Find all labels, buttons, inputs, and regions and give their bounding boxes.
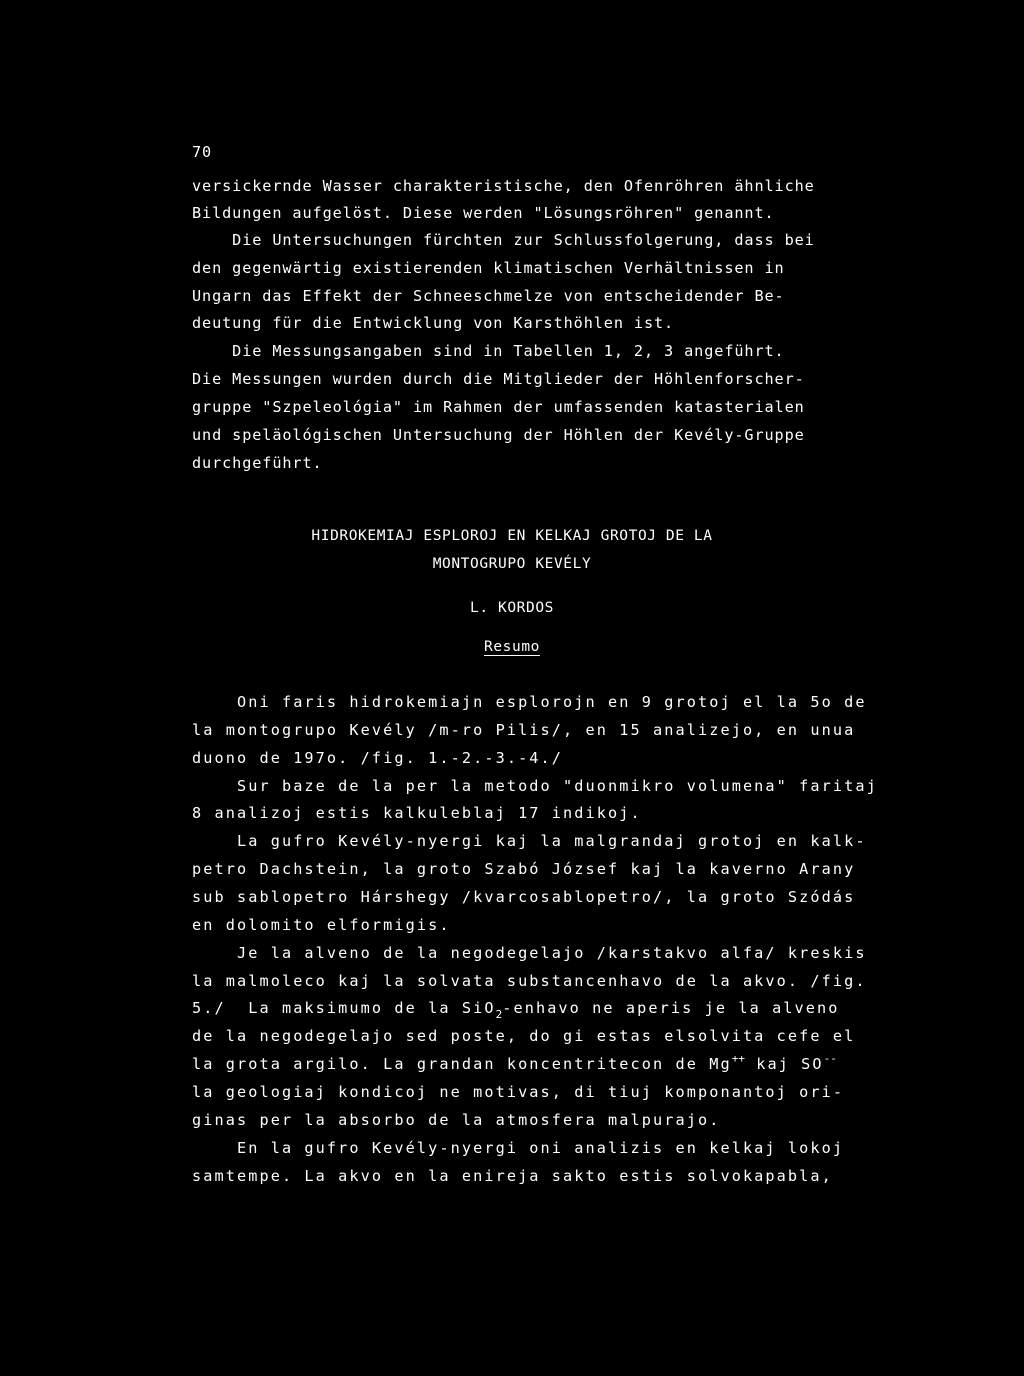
resumo-heading: Resumo [484, 639, 540, 655]
so-superscript: -- [823, 1052, 837, 1065]
abstract-line-sio2 [192, 998, 840, 1021]
german-line-6: deutung für die Entwicklung von Karsthöhlen ist. [192, 314, 675, 332]
german-line-2: Bildungen aufgelöst. Diese werden "Lösungsröhren" genannt. [192, 204, 775, 222]
abstract-line-18: samtempe. La akvo en la enireja sakto estis solvokapabla, [192, 1167, 833, 1185]
german-line-1: versickernde Wasser charakteristische, den Ofenröhren ähnliche [192, 177, 815, 195]
german-line-8: Die Messungen wurden durch die Mitglieder der Höhlenforscher- [192, 370, 805, 388]
german-line-11: durchgeführt. [192, 454, 323, 472]
abstract-line-8: sub sablopetro Hárshegy /kvarcosablopetro/, la groto Szódás [192, 888, 856, 906]
page-number: 70 [192, 143, 213, 161]
sio2-line-before: 5./ La maksimumo de la SiO [192, 999, 496, 1017]
german-line-3: Die Untersuchungen fürchten zur Schlussfolgerung, dass bei [192, 231, 815, 249]
german-line-4: den gegenwärtig existierenden klimatischen Verhältnissen in [192, 259, 785, 277]
abstract-line-9: en dolomito elformigis. [192, 916, 451, 934]
abstract-line-mg [192, 1054, 837, 1074]
sio2-subscript: 2 [495, 1008, 503, 1021]
mg-line-middle: kaj SO [744, 1055, 824, 1073]
german-line-9: gruppe "Szpeleológia" im Rahmen der umfassenden katasterialen [192, 398, 805, 416]
mg-line-before: la grota argilo. La grandan koncentritecon de Mg [192, 1055, 732, 1073]
abstract-line-1: Oni faris hidrokemiajn esplorojn en 9 grotoj el la 5o de [192, 693, 867, 711]
abstract-line-7: petro Dachstein, la groto Szabó József kaj la kaverno Arany [192, 860, 856, 878]
author-name: L. KORDOS [470, 600, 554, 616]
abstract-line-13: de la negodegelajo sed poste, do gi estas elsolvita cefe el [192, 1027, 856, 1045]
abstract-title-line-2: MONTOGRUPO KEVÉLY [432, 556, 592, 572]
abstract-line-15: la geologiaj kondicoj ne motivas, di tiuj komponantoj ori- [192, 1083, 845, 1101]
sio2-line-after: -enhavo ne aperis je la alveno [502, 999, 840, 1017]
german-line-10: und speläológischen Untersuchung der Höhlen der Kevély-Gruppe [192, 426, 805, 444]
abstract-line-11: la malmoleco kaj la solvata substancenhavo de la akvo. /fig. [192, 972, 867, 990]
abstract-line-6: La gufro Kevély-nyergi kaj la malgrandaj grotoj en kalk- [192, 832, 867, 850]
german-line-7: Die Messungsangaben sind in Tabellen 1, 2, 3 angeführt. [192, 342, 785, 360]
abstract-line-3: duono de 197o. /fig. 1.-2.-3.-4./ [192, 749, 564, 767]
abstract-line-2: la montogrupo Kevély /m-ro Pilis/, en 15 analizejo, en unua [192, 721, 856, 739]
abstract-title-line-1: HIDROKEMIAJ ESPLOROJ EN KELKAJ GROTOJ DE LA [311, 528, 713, 544]
german-line-5: Ungarn das Effekt der Schneeschmelze von entscheidender Be- [192, 287, 785, 305]
abstract-line-17: En la gufro Kevély-nyergi oni analizis en kelkaj lokoj [192, 1139, 845, 1157]
abstract-line-16: ginas per la absorbo de la atmosfera malpurajo. [192, 1111, 721, 1129]
abstract-line-5: 8 analizoj estis kalkuleblaj 17 indikoj. [192, 804, 642, 822]
mg-superscript: ++ [731, 1052, 745, 1065]
abstract-line-4: Sur baze de la per la metodo "duonmikro volumena" faritaj [192, 777, 878, 795]
abstract-line-10: Je la alveno de la negodegelajo /karstakvo alfa/ kreskis [192, 944, 867, 962]
